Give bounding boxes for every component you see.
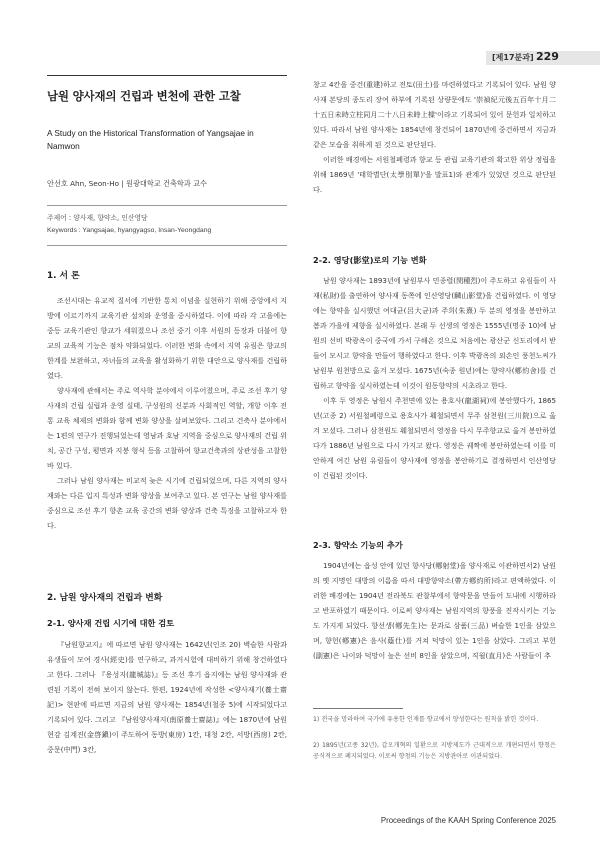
section-2-1-paragraph-1: 『남원향교지』에 따르면 남원 양사재는 1642년(인조 20) 벽슬한 사람과 유생들이 모여 경사(經史)를 연구하고, 과거시험에 대비하기 위해 창건하였다고 한다. 그러나 『용성지(龍城誌)』등 조선 후기 읍지에는 남원 양사재와 관련된 기록이 전혀 보이지 않는다. 한편, 1924년에 작성한 <양사재기(養士齋記)> 현판에 따르면 지금의 남원 양사재는 1854년(철종 5)에 시작되었다고 기록되어 있다. 그리고 『남원양사재지(南原養士齋誌)』에는 1870년에 남원현감 김계진(金啓鎭)이 주도하여 동방(東房) 1칸, 대청 2칸, 서방(西房) 2칸, 중문(中門) 3칸, <box>47 640 287 754</box>
section-2-1-body <box>47 637 287 757</box>
title-top-rule <box>47 75 287 76</box>
section-2-2-body <box>313 273 556 483</box>
footnote-rule <box>313 708 403 709</box>
section-2-3-heading: 2-3. 향약소 기능의 추가 <box>313 540 403 550</box>
section-1-heading: 1. 서 론 <box>47 271 80 281</box>
keywords-bottom-rule <box>47 245 287 246</box>
footnote-2: 2) 1895년(고종 32년), 갑오개혁의 일환으로 지방제도가 근대적으로 개편되면서 향청은 공식적으로 폐지되었다. 이로써 향청의 기능은 지방관아로 이관되었다. <box>313 742 556 760</box>
section-2-heading: 2. 남원 양사재의 건립과 변화 <box>47 593 163 603</box>
page-number: 229 <box>536 50 559 63</box>
section-1-body <box>47 293 287 533</box>
keywords-top-rule <box>47 205 287 206</box>
author-line: 안선호 Ahn, Seon-Ho | 원광대학교 건축학과 교수 <box>47 179 207 188</box>
paper-title-korean: 남원 양사재의 건립과 변천에 관한 고찰 <box>47 89 241 103</box>
header-section-label: [제17분과] <box>492 53 534 62</box>
section-2-2-heading: 2-2. 영당(影堂)로의 기능 변화 <box>313 255 427 265</box>
section-2-2-paragraph-2: 이후 두 영정은 남원시 주천면에 있는 용호사(龍湖祠)에 봉안했다가, 1865년(고종 2) 서원철폐령으로 용호사가 훼철되면서 무주 삼천원(三川院)으로 옮겨 모셨다. 그러나 삼천원도 훼철되면서 영정을 다시 무주향교로 옮겨 봉안하였다가 1886년 남원으로 다시 가지고 왔다. 영정은 궤짝에 봉안하였는데 이를 미안하게 여긴 남원 유림들이 양사재에 영정을 봉안하기로 결정하면서 인산영당이 건립된 것이다. <box>313 396 556 480</box>
right-column-top-body <box>313 77 556 197</box>
footnote-1: 1) 전국을 망라하여 국가에 유용한 인재를 향교에서 양성한다는 원칙을 밝힌 것이다. <box>313 716 539 723</box>
footer-proceedings: Proceedings of the KAAH Spring Conference 2025 <box>380 816 556 825</box>
keywords-korean: 주제어 : 양사재, 향약소, 인산영당 <box>47 214 148 222</box>
section-2-3-body <box>313 558 556 663</box>
section-1-paragraph-1: 조선시대는 유교적 질서에 기반한 통치 이념을 실현하기 위해 중앙에서 지방에 이르기까지 교육기관 설치와 운영을 중시하였다. 이에 따라 각 고을에는 중등 교육기관인 향교가 세워졌으나 조선 중기 이후 서원의 등장과 더불어 향교의 교육적 기능은 점차 약화되었다. 이러한 변화 속에서 지역 유림은 향교의 한계를 보완하고, 자녀들의 교육을 활성화하기 위한 대안으로 양사재를 건립하였다. <box>47 296 287 380</box>
paper-title-english: A Study on the Historical Transformation of Yangsajae in Namwon <box>47 128 254 151</box>
section-1-paragraph-3: 그러나 남원 양사재는 비교적 늦은 시기에 건립되었으며, 다른 지역의 양사재와는 다른 입지 특성과 변화 양상을 보여주고 있다. 본 연구는 남원 양사재를 중심으로 조선 후기 향촌 교육 공간의 변화 양상과 건축 특징을 고찰하고자 한다. <box>47 476 287 530</box>
section-2-3-paragraph-1: 1904년에는 읍성 안에 있던 향사당(鄕射堂)을 양사재로 이관하면서2) 남원의 옛 지명인 대방의 이름을 따서 대방향약소(帶方鄕約所)라고 편액하였다. 이러한 배경에는 1904년 전라북도 관찰부에서 향약문을 만들어 도내에 시행하라고 반포하였기 때문이다. 이로써 양사재는 남원지역의 향풍을 진작시키는 기능도 가지게 되었다. 향선생(鄕先生)는 문과로 삼품(三品) 벼슬한 1인을 삼았으며, 향헌(鄕憲)은 음사(蔭仕)를 거쳐 덕망이 있는 1인을 삼았다. 그리고 부헌(副憲)은 나이와 덕망이 높은 선비 8인을 삼았으며, 직월(直月)은 사람들이 추 <box>313 561 556 660</box>
section-2-1-heading: 2-1. 양사재 건립 시기에 대한 검토 <box>47 618 175 628</box>
right-paragraph-2: 이러한 배경에는 서원철폐령과 향교 등 관립 교육기관의 확고한 위상 정립을 위해 1869년 '태학별단(太學別單)'을 발표1)와 관계가 있었던 것으로 판단된다. <box>313 155 556 194</box>
keywords-english: Keywords : Yangsajae, hyangyagso, Insan-Yeongdang <box>47 227 212 234</box>
right-paragraph-1: 창고 4칸을 중건(重建)하고 전토(田土)를 마련하였다고 기록되어 있다. 남원 양사재 본당의 종도리 장여 하부에 기록된 상량문에도 '崇禎紀元後五百年十月二十五日未時立柱同月二十八日未時上樑'이라고 기록되어 있어 문헌과 일치하고 있다. 따라서 남원 양사재는 1854년에 창건되어 1870년에 중건하면서 지금과 같은 모습을 취하게 된 것으로 판단된다. <box>313 80 556 149</box>
section-2-2-paragraph-1: 남원 양사재는 1893년에 남원부사 민종렬(閔種烈)이 주도하고 유림들이 사재(私財)를 출연하여 양사재 동쪽에 인산영당(麟山影堂)을 건립하였다. 이 영당에는 향약을 실시했던 여대균(呂大균)과 주희(朱熹) 두 분의 영정을 봉안하고 봄과 가을에 제향을 실시하였다. 본래 두 선생의 영정은 1555년(명종 10)에 남원의 선비 박광옥이 중국에 가서 구해온 것으로 처음에는 광산군 신도리에서 받들어 모시고 향약을 만들어 행하였다고 한다. 이후 박광옥의 외손인 풍천노씨가 남원부 원천방으로 옮겨 모셨다. 1675년(숙종 원년)에는 향약사(鄕約舍)를 건립하고 향약을 실시하였는데 이것이 원동향약의 시초라고 한다. <box>313 276 556 390</box>
section-1-paragraph-2: 양사재에 관해서는 주로 역사학 분야에서 이루어졌으며, 주로 조선 후기 양사재의 건립 실립과 운영 실태, 구성원의 신분과 사회적인 역할, 개항 이후 전통 교육 체제의 변화와 함께 변화 양상을 살펴보았다. 그리고 건축사 분야에서는 1편의 연구가 진행되었는데 영남과 호남 지역을 중심으로 양사재의 건립 위치, 공간 구성, 평면과 지붕 형식 등을 고찰하여 향교건축과의 상관성을 고찰한 바 있다. <box>47 386 287 470</box>
